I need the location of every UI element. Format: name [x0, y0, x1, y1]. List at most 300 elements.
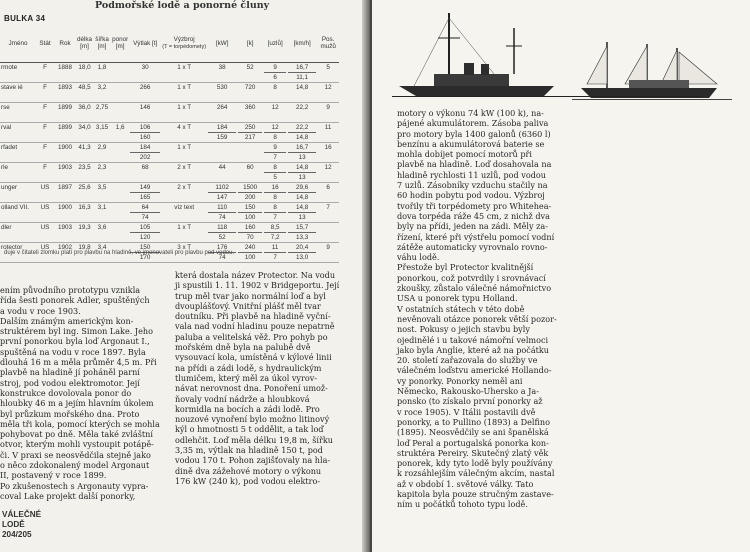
left-col1-line: otvor, kterým mohli vystoupit potápě- — [0, 439, 154, 450]
right-col1-line: ponsko (to získalo první ponorky až — [397, 396, 543, 407]
cell-displacement-value: 64 — [130, 203, 160, 213]
left-col1-line: byl průzkum mořského dna. Proto — [0, 408, 140, 419]
cell-k — [237, 203, 263, 223]
cell-displacement — [129, 103, 161, 123]
right-col1-line: loď Peral a portugalská ponorka kon- — [397, 437, 549, 448]
cell-crew: 16 — [317, 143, 339, 163]
cell-kw-value: 1102 — [208, 183, 236, 193]
cell-knots-value: 9 — [264, 63, 286, 73]
left-col1-line: Po zkušenostech s Argonauty vypra- — [0, 480, 149, 491]
right-col1-line: struktéra Pereiry. Skutečný zlatý věk — [397, 447, 549, 458]
left-col1-line: plavbě na hladině jí poháněl parní — [0, 367, 140, 378]
cell-k-value: 720 — [244, 84, 256, 91]
left-col2-line: mořském dně byla na palubě dvě — [175, 342, 311, 353]
cell-k — [237, 143, 263, 163]
right-col1-line: (1895). Neosvědčily se ani španělská — [397, 427, 549, 438]
cell-knots — [263, 63, 287, 83]
right-col1-line: tvořily tři torpédomety pro Whitehea- — [397, 200, 552, 211]
table-row — [0, 63, 339, 83]
illustration-baseline-2 — [572, 99, 732, 100]
cell-kmh — [287, 163, 317, 183]
left-col2-line: doutníku. Při plavbě na hladině vyční- — [175, 311, 331, 322]
table-row — [0, 83, 339, 103]
cell-year: 1902 — [54, 243, 76, 263]
left-col1-line: dlouhá 16 m a měla průměr 4,5 m. Při — [0, 357, 157, 368]
cell-width: 3,6 — [93, 223, 111, 243]
cell-kmh-value: 14,8 — [296, 134, 309, 141]
cell-name: rse — [0, 103, 36, 123]
cell-k-value: 100 — [244, 214, 256, 221]
cell-knots-value: 7 — [273, 154, 277, 161]
cell-knots-value: 8 — [273, 194, 277, 201]
cell-name: rmote — [0, 63, 36, 83]
cell-displacement — [129, 223, 161, 243]
table-row — [0, 123, 339, 143]
cell-state: US — [36, 183, 54, 203]
right-col1-line: ponorek, kdy tyto lodě byly používány — [397, 458, 553, 469]
cell-kmh-value: 13,0 — [296, 254, 309, 261]
cell-kw-value: 118 — [208, 223, 236, 233]
cell-knots — [263, 103, 287, 123]
left-col1-line: hloubky 46 m a jejím hlavním úkolem — [0, 398, 154, 409]
cell-knots-value: 6 — [273, 74, 277, 81]
cell-year: 1903 — [54, 163, 76, 183]
right-col1-line: váhu lodě. — [397, 252, 440, 263]
cell-displacement-value: 150 — [130, 243, 160, 253]
cell-name: rotector — [0, 243, 36, 263]
cell-kw-value: 147 — [216, 194, 228, 201]
cell-kw — [207, 223, 237, 243]
table-header-row — [0, 24, 339, 63]
cell-width: 3,15 — [93, 123, 111, 143]
left-col2-line: vala nad vodní hladinu pouze nepatrně — [175, 321, 335, 332]
cell-k-value: 70 — [246, 234, 254, 241]
cell-crew: 5 — [317, 63, 339, 83]
cell-knots — [263, 143, 287, 163]
right-col1-line: nost. Pokusy o jejich stavbu byly — [397, 324, 530, 335]
left-col2-line: dvouplášťový. Vnitřní plášť měl tvar — [175, 300, 321, 311]
cell-width: 3,2 — [93, 83, 111, 103]
cell-kmh-value: 13,3 — [296, 234, 309, 241]
left-column-2 — [175, 270, 360, 486]
table-row — [0, 143, 339, 163]
cell-length: 23,5 — [76, 163, 93, 183]
cell-k-value: 150 — [238, 203, 262, 213]
cell-knots-value: 7 — [273, 214, 277, 221]
th-armament — [161, 24, 207, 63]
cell-knots — [263, 203, 287, 223]
left-col2-line: tlumičem, který měl za úkol vyrov- — [175, 372, 318, 383]
cell-kmh-value: 22,2 — [288, 123, 316, 133]
th-year: Rok — [54, 24, 76, 63]
right-col1-line: Přestože byl Protector kvalitnější — [397, 262, 534, 273]
cell-name: rfadet — [0, 143, 36, 163]
left-col1-line: spuštěná na vodu v roce 1897. Byla — [0, 346, 146, 357]
cell-displacement-value: 202 — [139, 154, 151, 161]
cell-kmh-value: 14,8 — [288, 163, 316, 173]
cell-kw-value: 176 — [208, 243, 236, 253]
cell-draft — [111, 223, 129, 243]
cell-knots — [263, 183, 287, 203]
cell-knots-value: 7,2 — [270, 234, 280, 241]
cell-name: unger — [0, 183, 36, 203]
right-col1-line: 7 uzlů. Zásobníky vzduchu stačily na — [397, 180, 548, 191]
cell-armament: 1 x T — [161, 223, 207, 243]
footer-line-1: VÁLEČNÉ — [2, 510, 42, 519]
left-col1-line: coval Lake projekt další ponorky, — [0, 490, 136, 501]
cell-knots-value: 8 — [264, 203, 286, 213]
right-col1-line: nevěnovali otázce ponorek větší pozor- — [397, 313, 557, 324]
cell-armament: 1 x T — [161, 143, 207, 163]
cell-displacement-value: 120 — [139, 234, 151, 241]
th-k: [k] — [237, 24, 263, 63]
cell-state: US — [36, 243, 54, 263]
cell-width: 3,4 — [93, 243, 111, 263]
cell-length: 19,3 — [76, 223, 93, 243]
left-col2-line: která dostala název Protector. Na vodu — [175, 270, 336, 280]
left-col2-line: ji spustili 1. 11. 1902 v Bridgeportu. Její — [175, 280, 340, 291]
right-col1-line: benzínu a akumulátorová baterie se — [397, 138, 545, 149]
cell-armament: 1 x T — [161, 103, 207, 123]
cell-armament: 1 x T — [161, 63, 207, 83]
right-col1-line: jako byla Anglie, které až na počátku — [397, 344, 550, 355]
cell-displacement-value: 184 — [130, 143, 160, 153]
right-col1-line: 60 hodin pobytu pod vodou. Výzbroj — [397, 190, 545, 201]
cell-displacement-value: 149 — [130, 183, 160, 193]
cell-knots — [263, 163, 287, 183]
cell-length: 36,0 — [76, 103, 93, 123]
cell-draft — [111, 203, 129, 223]
cell-displacement-value: 146 — [139, 104, 151, 111]
cell-year: 1903 — [54, 223, 76, 243]
left-col1-line: struktérem byl ing. Simon Lake. Jeho — [0, 326, 154, 337]
footer-line-2: LODĚ — [2, 519, 25, 529]
cell-name: stave ié — [0, 83, 36, 103]
cell-kmh — [287, 123, 317, 143]
cell-k-value: 1500 — [238, 183, 262, 193]
cell-k — [237, 183, 263, 203]
right-col1-line: mohla dobíjet pomocí motorů při — [397, 149, 532, 160]
cell-kw — [207, 203, 237, 223]
cell-length: 25,6 — [76, 183, 93, 203]
cell-kw-value: 52 — [218, 234, 226, 241]
cell-kmh — [287, 143, 317, 163]
table-row — [0, 223, 339, 243]
cell-length: 41,3 — [76, 143, 93, 163]
cell-displacement — [129, 123, 161, 143]
right-col1-line: motory o výkonu 74 kW (100 k), na- — [397, 108, 544, 118]
th-state: Stát — [36, 24, 54, 63]
cell-displacement-value: 30 — [141, 64, 149, 71]
cell-length: 48,5 — [76, 83, 93, 103]
right-col1-line: kapitola byla pouze stručným zastave- — [397, 488, 554, 499]
left-col2-line: návat nerovnost dna. Ponoření umož- — [175, 383, 328, 394]
cell-kmh-value: 15,7 — [288, 223, 316, 233]
th-armament-label: Výzbroj — [173, 36, 195, 43]
cell-kmh-value: 13 — [298, 174, 306, 181]
cell-knots-value: 8,5 — [264, 223, 286, 233]
right-col1-line: řízení, které při výstřelu pomocí vodní — [397, 231, 555, 242]
left-col1-line: ením původního prototypu vznikla — [0, 285, 141, 295]
right-page — [372, 0, 750, 552]
cell-year: 1893 — [54, 83, 76, 103]
cell-knots — [263, 83, 287, 103]
cell-kmh — [287, 63, 317, 83]
cell-crew: 12 — [317, 163, 339, 183]
cell-kmh — [287, 183, 317, 203]
cell-crew: 7 — [317, 203, 339, 223]
left-col1-line: měla tři kola, pomocí kterých se mohla — [0, 418, 160, 429]
cell-k — [237, 223, 263, 243]
cell-state: US — [36, 223, 54, 243]
left-col2-line: kýl o hmotnosti 5 t oddělit, a tak loď — [175, 424, 324, 435]
cell-crew: 9 — [317, 103, 339, 123]
left-col1-line: konstrukce dovolovala ponor do — [0, 387, 132, 398]
cell-k — [237, 243, 263, 263]
th-name: Jméno — [0, 24, 36, 63]
cell-kmh-value: 13 — [298, 214, 306, 221]
cell-knots — [263, 123, 287, 143]
cell-knots-value: 7 — [273, 254, 277, 261]
right-col1-line: V ostatních státech v této době — [397, 303, 525, 314]
cell-state: F — [36, 143, 54, 163]
cell-kw-value: 530 — [216, 84, 228, 91]
running-head: Podmořské lodě a ponorné čluny — [95, 0, 270, 11]
cell-displacement — [129, 83, 161, 103]
left-col1-line: řída šesti ponorek Adler, spuštěných — [0, 295, 150, 306]
footer — [2, 510, 41, 539]
cell-year: 1900 — [54, 143, 76, 163]
cell-width: 3,1 — [93, 203, 111, 223]
th-crew: Pos. mužů — [317, 24, 339, 63]
cell-length: 16,3 — [76, 203, 93, 223]
cell-crew: 12 — [317, 83, 339, 103]
table-row — [0, 203, 339, 223]
cell-knots-value: 12 — [264, 123, 286, 133]
cell-draft — [111, 183, 129, 203]
cell-kmh — [287, 83, 317, 103]
cell-displacement-value: 266 — [139, 84, 151, 91]
cell-armament: 2 x T — [161, 183, 207, 203]
cell-k-value: 100 — [244, 254, 256, 261]
cell-knots — [263, 243, 287, 263]
right-col1-line: vy ponorky. Ponorky neměl ani — [397, 375, 523, 386]
cell-knots-value: 8 — [273, 134, 277, 141]
cell-state: F — [36, 163, 54, 183]
left-col2-line: dině dva zážehové motory o výkonu — [175, 465, 322, 476]
th-knots: [uzlů] — [263, 24, 287, 63]
cell-state: F — [36, 123, 54, 143]
right-col1-line: Německo, Rakousko-Uhersko a Ja- — [397, 386, 539, 397]
cell-displacement — [129, 63, 161, 83]
cell-displacement-value: 74 — [141, 214, 149, 221]
cell-knots-value: 5 — [273, 174, 277, 181]
left-col2-line: nouzové vynoření bylo možno litinový — [175, 414, 330, 425]
th-draft: ponor [m] — [111, 24, 129, 63]
illustration-baseline — [392, 96, 702, 97]
cell-displacement-value: 68 — [141, 164, 149, 171]
cell-length: 34,0 — [76, 123, 93, 143]
cell-knots-value: 11 — [264, 243, 286, 253]
cell-draft — [111, 63, 129, 83]
cell-k — [237, 83, 263, 103]
cell-kw-value: 74 — [218, 254, 226, 261]
cell-knots-value: 8 — [273, 84, 277, 91]
cell-draft — [111, 103, 129, 123]
right-col1-line: ponorkou, což potvrdily i srovnávací — [397, 272, 546, 283]
right-col1-line: zkoušky, zůstalo válečné námořnictvo — [397, 283, 552, 294]
cell-armament: 1 x T — [161, 83, 207, 103]
right-col1-line: k rozsáhlejším válečným akcím, nastal — [397, 468, 555, 479]
cell-name: olland VII. — [0, 203, 36, 223]
table-note: duje v čitateli zlomku platí pro plavbu na hladině, ve jmenovateli pro plavbu pod vodou. — [4, 250, 235, 256]
cell-kmh — [287, 203, 317, 223]
cell-kmh-value: 14,8 — [288, 203, 316, 213]
table-row — [0, 163, 339, 183]
right-col1-line: ojedinělé i u takové námořní velmoci — [397, 334, 549, 345]
right-col1-line: USA u ponorek typu Holland. — [397, 293, 518, 304]
right-col1-line: plavbě na hladině. Loď dosahovala na — [397, 159, 552, 170]
cell-state: F — [36, 103, 54, 123]
left-col1-line: Dalším známým americkým kon- — [0, 315, 134, 326]
cell-year: 1888 — [54, 63, 76, 83]
cell-width: 3,5 — [93, 183, 111, 203]
th-armament-note: (T = torpédomety) — [162, 44, 207, 50]
footer-line-3: 204/205 — [2, 529, 32, 539]
left-col1-line: II, postavený v roce 1899. — [0, 470, 107, 481]
cell-displacement-value: 170 — [139, 254, 151, 261]
right-col1-line: v roce 1905). V Itálii postavili dvě — [397, 406, 536, 417]
cell-year: 1897 — [54, 183, 76, 203]
left-col2-line: na přídi a zádi lodě, s hydraulickým — [175, 362, 322, 373]
cell-knots-value: 16 — [264, 183, 286, 193]
left-page — [0, 0, 368, 552]
cell-armament: víz text — [161, 203, 207, 223]
cell-kw-value: 159 — [216, 134, 228, 141]
cell-crew: 6 — [317, 183, 339, 203]
cell-width: 2,9 — [93, 143, 111, 163]
left-col2-line: paluba a velitelská věž. Pro pohyb po — [175, 331, 328, 342]
cell-draft — [111, 83, 129, 103]
right-col1-line: pájené akumulátorem. Zásoba paliva — [397, 118, 549, 129]
cell-kmh-value: 13 — [298, 154, 306, 161]
cell-draft: 1,6 — [111, 123, 129, 143]
cell-length: 18,0 — [76, 63, 93, 83]
cell-kw — [207, 143, 237, 163]
cell-knots-value: 8 — [264, 163, 286, 173]
cell-armament: 4 x T — [161, 123, 207, 143]
right-col1-line: válečném loďstvu americké Hollando- — [397, 365, 552, 376]
cell-displacement-value: 106 — [130, 123, 160, 133]
right-column-1 — [397, 108, 567, 510]
cell-k-value: 360 — [244, 104, 256, 111]
cell-displacement-value: 160 — [139, 134, 151, 141]
right-col1-line: byly na přídi, jeden na zádi. Měly za- — [397, 221, 548, 232]
th-length: délka [m] — [76, 24, 93, 63]
left-col1-line: o něco zdokonalený model Argonaut — [0, 460, 150, 471]
cell-kmh — [287, 103, 317, 123]
cell-state: US — [36, 203, 54, 223]
table-row — [0, 103, 339, 123]
table-label: BULKA 34 — [4, 14, 46, 23]
cell-name: dler — [0, 223, 36, 243]
right-col1-line: až v období 1. světové války. Tato — [397, 478, 534, 489]
cell-state: F — [36, 83, 54, 103]
cell-armament: 3 x T — [161, 243, 207, 263]
cell-kw-value: 264 — [216, 104, 228, 111]
cell-displacement — [129, 143, 161, 163]
left-col2-line: 3,35 m, výtlak na hladině 150 t, pod — [175, 445, 323, 456]
cell-kw — [207, 163, 237, 183]
cell-kmh-value: 14,8 — [296, 194, 309, 201]
left-col2-line: trup měl tvar jako normální loď a byl — [175, 290, 326, 301]
right-col1-line: zátěže automaticky vyrovnalo rovno- — [397, 241, 548, 252]
cell-year: 1900 — [54, 203, 76, 223]
cell-draft — [111, 163, 129, 183]
cell-k-value: 60 — [246, 164, 254, 171]
cell-kmh-value: 22,2 — [296, 104, 309, 111]
left-col1-line: stroj, pod vodou elektromotor. Její — [0, 377, 140, 388]
cell-kmh — [287, 243, 317, 263]
cell-knots-value: 9 — [264, 143, 286, 153]
cell-k-value: 240 — [238, 243, 262, 253]
left-col2-line: kormidla na bocích a zádi lodě. Pro — [175, 403, 320, 414]
cell-k — [237, 123, 263, 143]
cell-crew — [317, 223, 339, 243]
right-col1-line: 20. století zařazovala do služby ve — [397, 355, 538, 366]
left-col2-line: 176 kW (240 k), pod vodou elektro- — [175, 475, 321, 486]
th-displacement: Výtlak [t] — [129, 24, 161, 63]
right-col1-line: dova torpéda ráže 45 cm, z nichž dva — [397, 210, 550, 221]
cell-year: 1899 — [54, 123, 76, 143]
left-col2-line: vysouvací kola, umístěná v kýlové linii — [175, 352, 332, 363]
warship-illustration — [394, 8, 564, 104]
cell-displacement-value: 165 — [139, 194, 151, 201]
cell-kw-value: 184 — [208, 123, 236, 133]
cell-kw — [207, 183, 237, 203]
th-kmh: [km/h] — [287, 24, 317, 63]
cell-crew: 9 — [317, 243, 339, 263]
cell-kmh-value: 29,6 — [288, 183, 316, 193]
left-col1-line: a vodu v roce 1903. — [0, 305, 81, 316]
cell-displacement-value: 105 — [130, 223, 160, 233]
cell-state: F — [36, 63, 54, 83]
left-col1-line: první ponorkou byla loď Argonaut I., — [0, 336, 150, 347]
right-col1-line: pro motory byla 1400 galonů (6360 l) — [397, 128, 551, 139]
cell-kw — [207, 103, 237, 123]
cell-width: 2,75 — [93, 103, 111, 123]
cell-kw — [207, 123, 237, 143]
cell-kw-value: 44 — [218, 164, 226, 171]
left-col1-line: či. V praxi se neosvědčila stejně jako — [0, 449, 151, 460]
cell-k-value: 160 — [238, 223, 262, 233]
cell-kw-value: 38 — [218, 64, 226, 71]
cell-knots — [263, 223, 287, 243]
cell-kw-value: 74 — [218, 214, 226, 221]
th-width: šířka [m] — [93, 24, 111, 63]
cell-kw — [207, 83, 237, 103]
cell-kmh-value: 11,1 — [296, 74, 309, 81]
cell-k — [237, 103, 263, 123]
cell-name: rval — [0, 123, 36, 143]
cell-displacement — [129, 163, 161, 183]
cell-knots-value: 12 — [271, 104, 279, 111]
left-col2-line: ňovaly vodní nádrže a hloubková — [175, 393, 310, 404]
right-col1-line: ponorky, a to Pullino (1893) a Delfino — [397, 416, 550, 427]
cell-width: 2,3 — [93, 163, 111, 183]
table-row — [0, 183, 339, 203]
cell-year: 1899 — [54, 103, 76, 123]
